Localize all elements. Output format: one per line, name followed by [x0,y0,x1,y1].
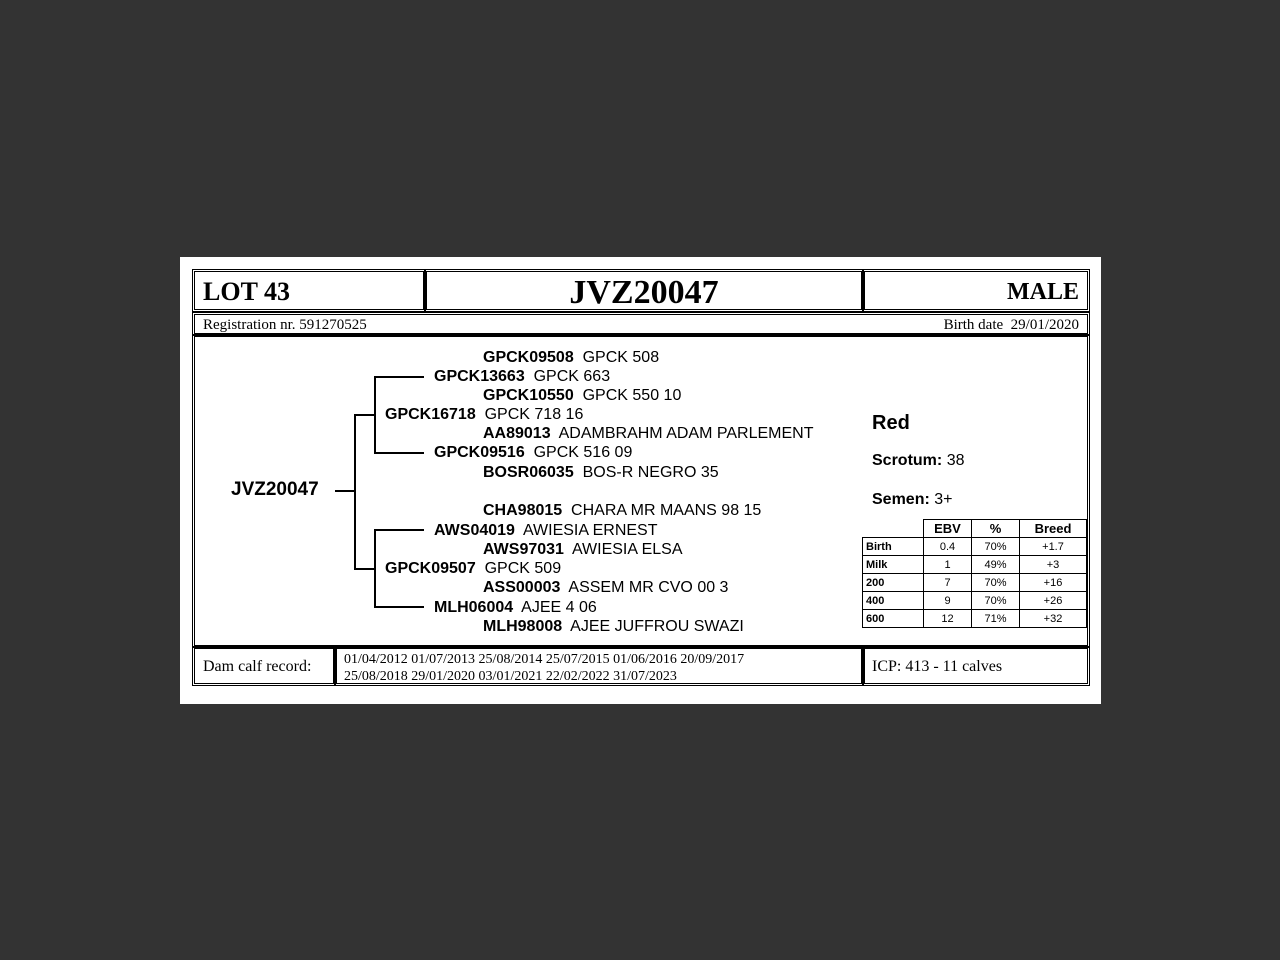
tree-line [335,490,355,492]
pedigree-dam: GPCK09507 GPCK 509 [385,560,562,577]
animal-id: JVZ20047 [569,274,719,311]
animal-id-box [424,269,864,312]
pedigree-sire-sire-dam: GPCK10550 GPCK 550 10 [483,387,682,404]
registration-label: Registration nr. 591270525 [203,317,367,333]
sex-box [862,269,1090,312]
icp: ICP: 413 - 11 calves [872,658,1003,675]
tree-line [354,568,376,570]
lot-number: LOT 43 [203,277,290,306]
pedigree-sire-dam: GPCK09516 GPCK 516 09 [434,444,633,461]
pedigree-dam-dam-sire: ASS00003 ASSEM MR CVO 00 3 [483,579,729,596]
pedigree-sire-sire-sire: GPCK09508 GPCK 508 [483,349,660,366]
tree-line [374,376,424,378]
pedigree-dam-dam: MLH06004 AJEE 4 06 [434,599,597,616]
dam-calf-dates-box [334,646,864,686]
dam-calf-label-box [192,646,336,686]
breed-header: Breed [1020,520,1087,538]
table-row: 200 7 70% +16 [863,574,1087,592]
pct-header: % [972,520,1020,538]
pedigree-subject: JVZ20047 [231,479,319,500]
tree-line [374,452,424,454]
pedigree-sire-dam-dam: BOSR06035 BOS-R NEGRO 35 [483,464,719,481]
pedigree-dam-sire-dam: AWS97031 AWIESIA ELSA [483,541,683,558]
ebv-header: EBV [924,520,972,538]
tree-line [374,529,424,531]
ebv-header-row [863,520,1087,538]
tree-line [374,376,376,453]
semen-value: 3+ [934,491,953,508]
dam-calf-dates-line2: 25/08/2018 29/01/2020 03/01/2021 22/02/2022 31/07/2023 [344,669,677,684]
table-row: 600 12 71% +32 [863,610,1087,628]
table-row: Birth 0.4 70% +1.7 [863,538,1087,556]
coat-color: Red [872,412,910,434]
dam-calf-dates-line1: 01/04/2012 01/07/2013 25/08/2014 25/07/2015 01/06/2016 20/09/2017 [344,652,745,667]
lot-box [192,269,426,312]
pedigree-dam-sire-sire: CHA98015 CHARA MR MAANS 98 15 [483,502,762,519]
birth-date-label: Birth date 29/01/2020 [943,317,1079,333]
tree-line [354,414,356,570]
tree-line [374,606,424,608]
scrotum: Scrotum: 38 [872,452,965,469]
pedigree-sire-sire: GPCK13663 GPCK 663 [434,368,611,385]
dam-calf-label: Dam calf record: [203,658,312,675]
ebv-table [862,519,1087,628]
sex: MALE [1007,279,1079,305]
scrotum-value: 38 [946,452,965,469]
pedigree-sire: GPCK16718 GPCK 718 16 [385,406,584,423]
semen: Semen: 3+ [872,491,953,508]
birth-date: 29/01/2020 [1010,317,1079,333]
icp-box [862,646,1090,686]
lot-card [180,257,1101,704]
registration-row [192,312,1090,336]
table-row: Milk 1 49% +3 [863,556,1087,574]
pedigree-sire-dam-sire: AA89013 ADAMBRAHM ADAM PARLEMENT [483,425,814,442]
pedigree-dam-dam-dam: MLH98008 AJEE JUFFROU SWAZI [483,618,744,635]
pedigree-dam-sire: AWS04019 AWIESIA ERNEST [434,522,658,539]
table-row: 400 9 70% +26 [863,592,1087,610]
registration-number: 591270525 [299,317,367,333]
tree-line [374,529,376,608]
tree-line [354,414,376,416]
